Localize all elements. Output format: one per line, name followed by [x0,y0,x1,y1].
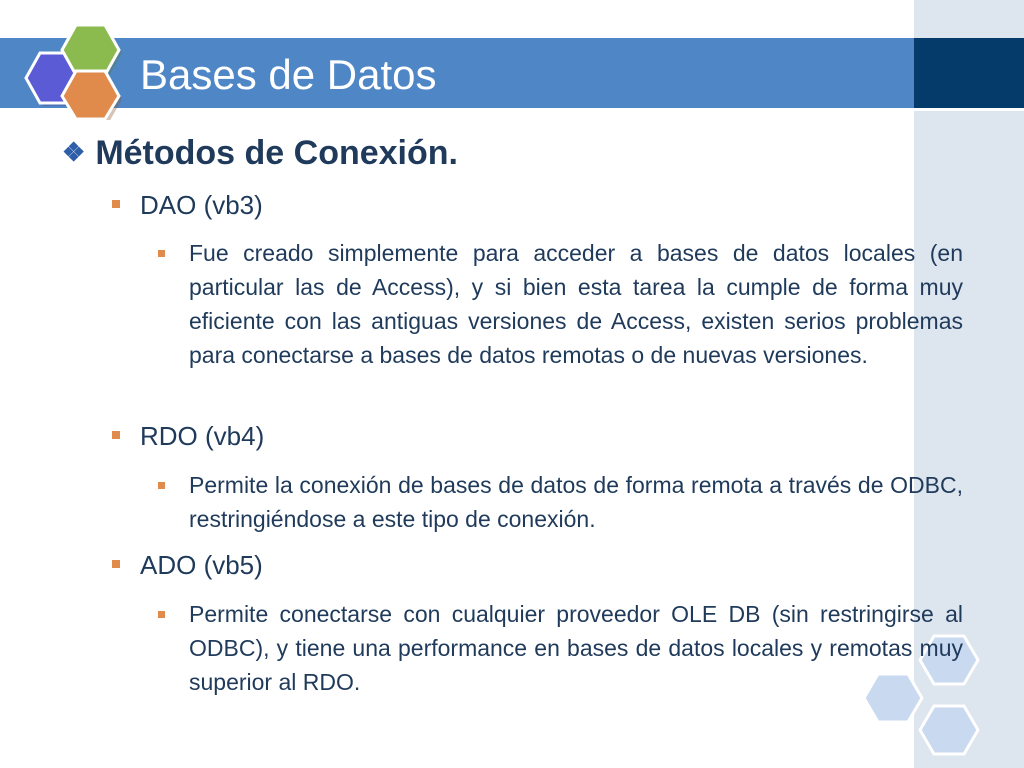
square-bullet-icon [112,200,120,208]
square-bullet-icon [158,250,165,257]
list-item-label: DAO (vb3) [140,190,263,220]
detail-dao [158,236,963,372]
square-bullet-icon [112,431,120,439]
heading-bullet [62,134,458,173]
detail-text: Fue creado simplemente para acceder a bases de datos locales (en particular las de Access), y si bien esta tarea la cumple de forma muy eficiente con las antiguas versiones de Access, existen serios problemas para conectarse a bases de datos remotas o de nuevas versiones. [189,240,963,368]
list-item-dao [112,190,263,221]
list-item-label: ADO (vb5) [140,550,263,580]
list-item-label: RDO (vb4) [140,421,265,451]
detail-text: Permite la conexión de bases de datos de forma remota a través de ODBC, restringiéndose a este tipo de conexión. [189,472,963,532]
square-bullet-icon [158,611,165,618]
list-item-rdo [112,421,264,452]
square-bullet-icon [112,560,120,568]
detail-text: Permite conectarse con cualquier proveedor OLE DB (sin restringirse al ODBC), y tiene una performance en bases de datos locales y remotas muy superior al RDO. [189,601,963,695]
diamond-bullet-icon: ❖ [62,137,86,167]
square-bullet-icon [158,482,165,489]
slide-title: Bases de Datos [140,51,437,98]
detail-rdo [158,468,963,536]
section-heading: Métodos de Conexión. [95,134,458,172]
list-item-ado [112,550,263,581]
detail-ado [158,597,963,699]
